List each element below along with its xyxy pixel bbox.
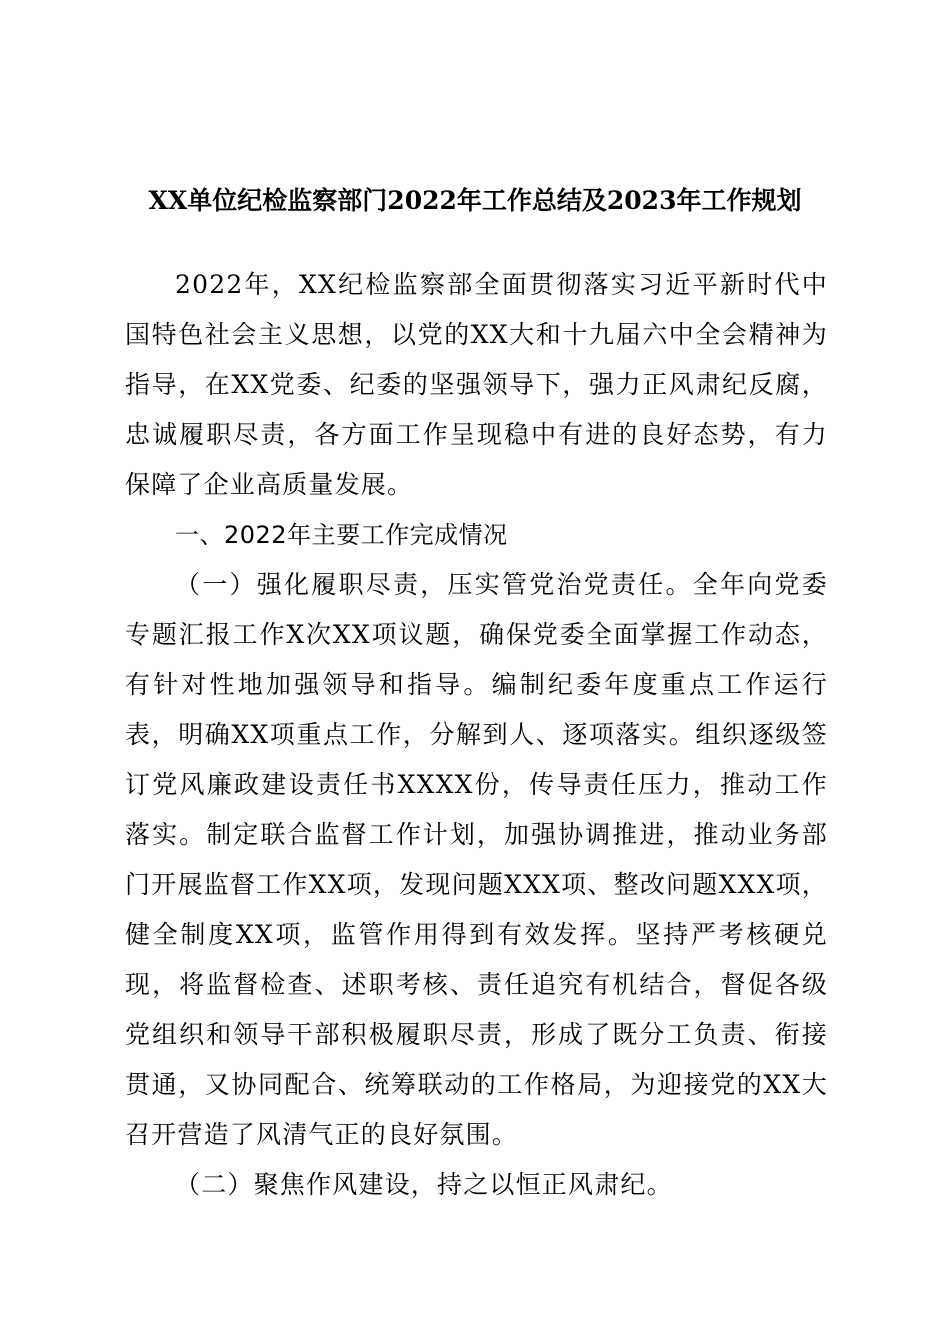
subsection-heading-2: （二）聚焦作风建设，持之以恒正风肃纪。	[175, 1170, 673, 1199]
subsection-paragraph-1: （一）强化履职尽责，压实管党治党责任。全年向党委专题汇报工作X次XX项议题，确保党委全面掌握工作动态，有针对性地加强领导和指导。编制纪委年度重点工作运行表，明确XX项重点工作，分解到人、逐项落实。组织逐级签订党风廉政建设责任书XXXX份，传导责任压力，推动工作落实。制定联合监督工作计划，加强协调推进，推动业务部门开展监督工作XX项，发现问题XXX项、整改问题XXX项，健全制度XX项，监管作用得到有效发挥。坚持严考核硬兑现，将监督检查、述职考核、责任追究有机结合，督促各级党组织和领导干部积极履职尽责，形成了既分工负责、衔接贯通，又协同配合、统筹联动的工作格局，为迎接党的XX大召开营造了风清气正的良好氛围。	[125, 570, 828, 1149]
document-body	[125, 260, 828, 1210]
intro-paragraph: 2022年，XX纪检监察部全面贯彻落实习近平新时代中国特色社会主义思想，以党的XX大和十九届六中全会精神为指导，在XX党委、纪委的坚强领导下，强力正风肃纪反腐，忠诚履职尽责，各方面工作呈现稳中有进的良好态势，有力保障了企业高质量发展。	[125, 270, 828, 499]
document-title: XX单位纪检监察部门2022年工作总结及2023年工作规划	[148, 186, 802, 215]
section-heading: 一、2022年主要工作完成情况	[175, 521, 508, 549]
